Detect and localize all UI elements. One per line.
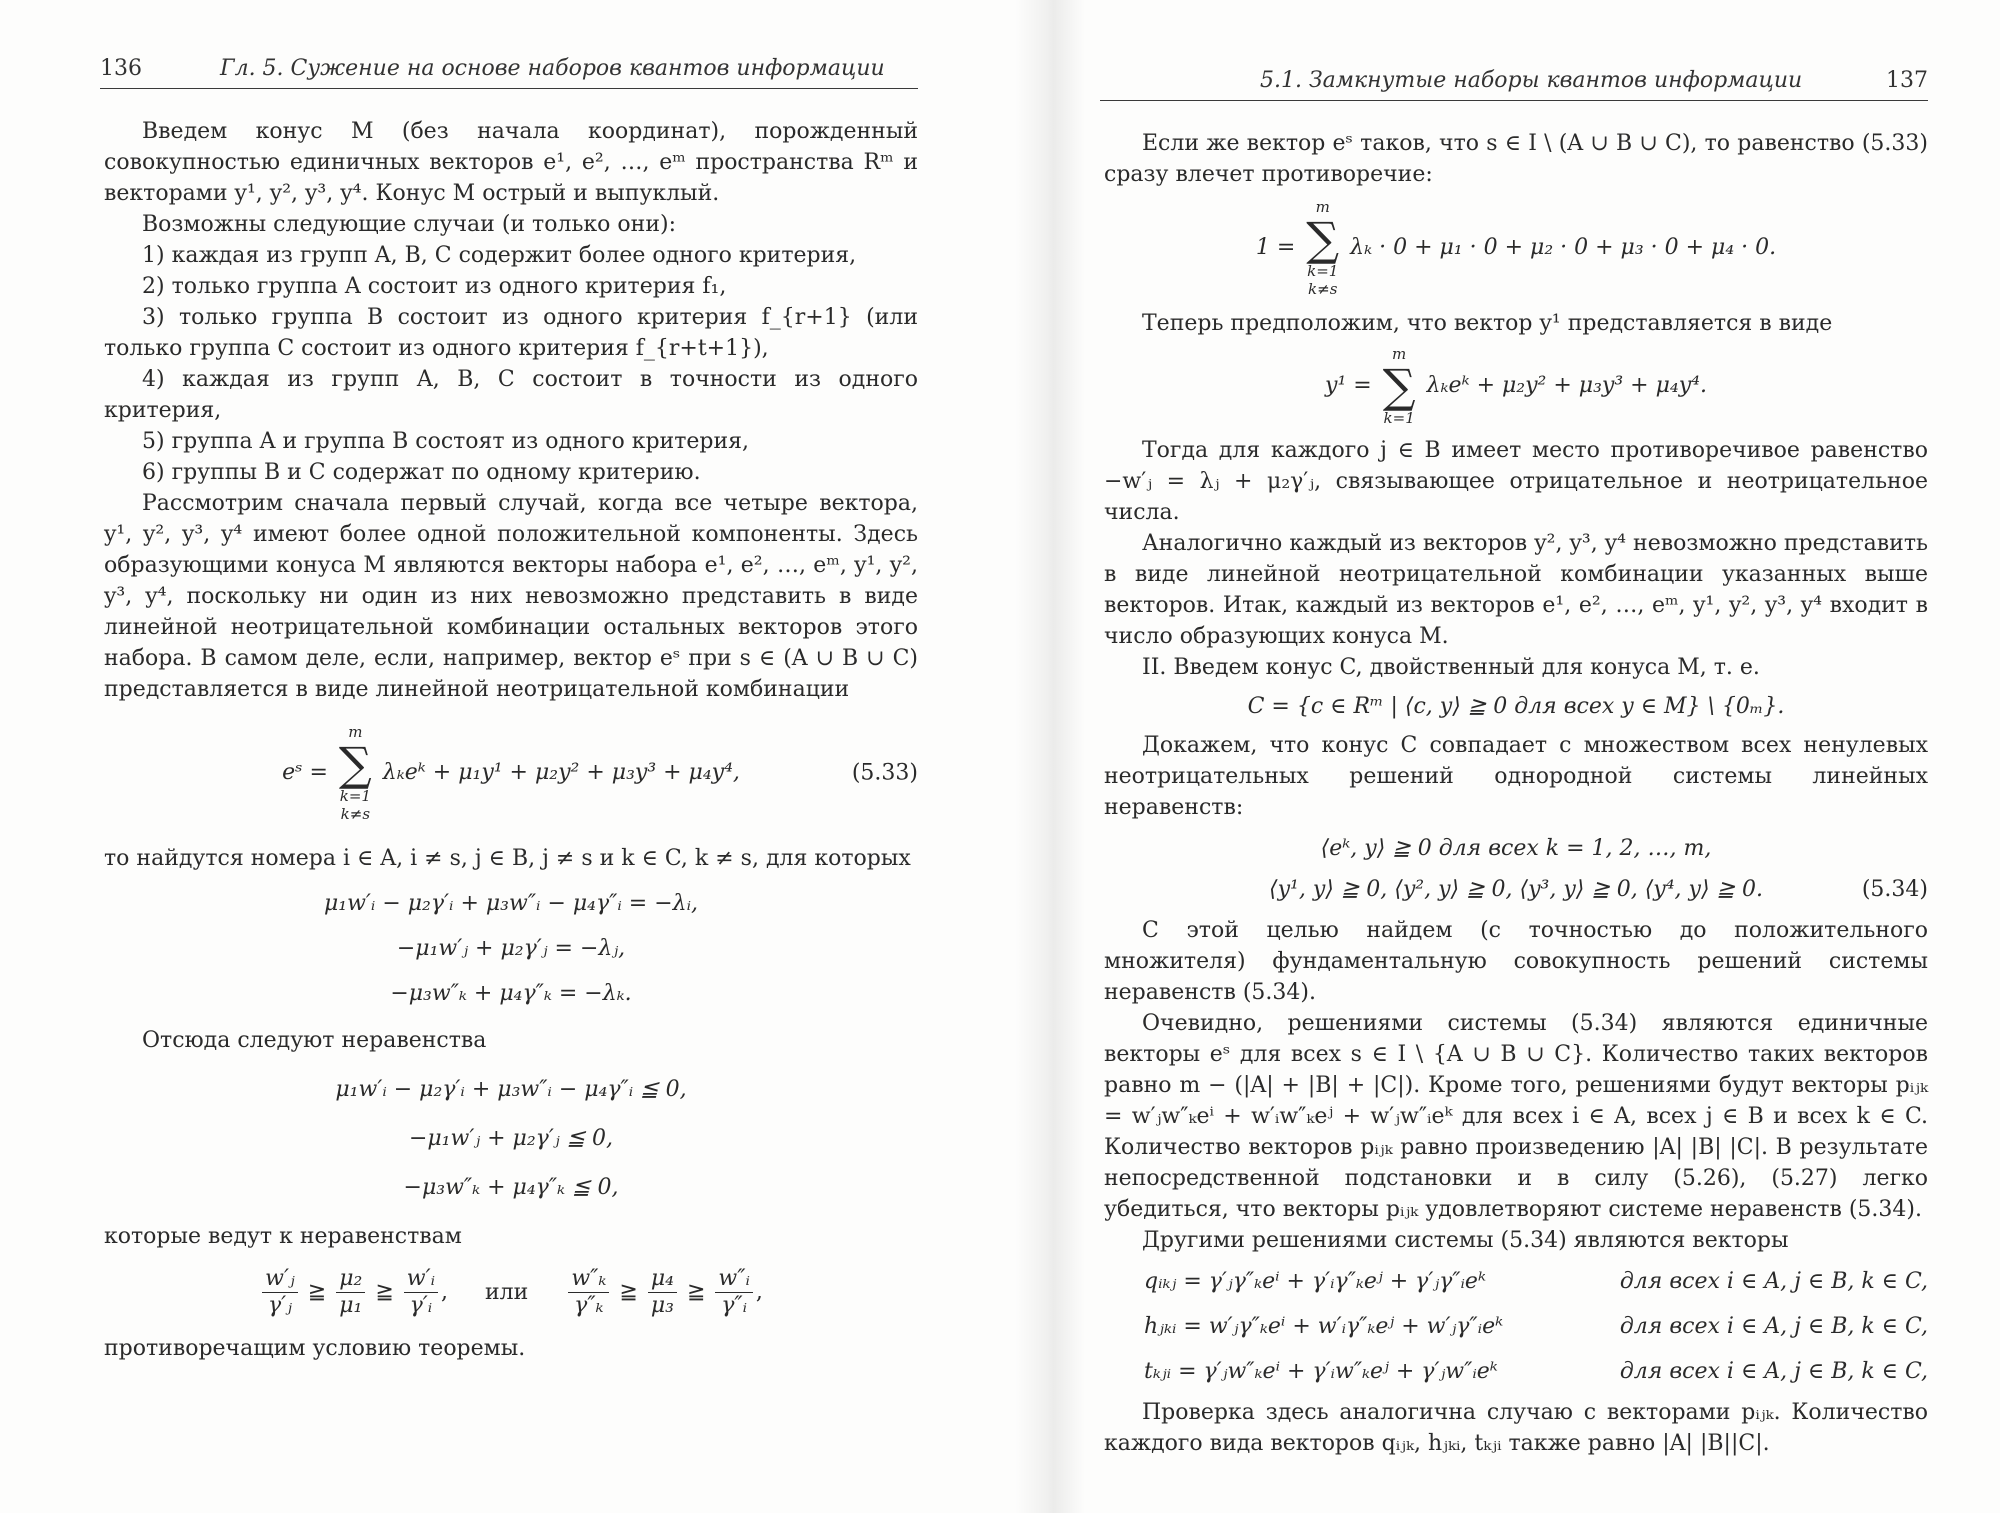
sigma-symbol: ∑ [338, 737, 372, 791]
equation-number: (5.33) [851, 760, 918, 786]
vector-formula: qᵢₖⱼ = γ′ⱼγ″ₖeⁱ + γ′ᵢγ″ₖeʲ + γ′ⱼγ″ᵢeᵏ [1144, 1269, 1486, 1294]
denominator: γ″ₖ [574, 1293, 604, 1318]
case-item: 4) каждая из групп A, B, C состоит в точности из одного критерия, [104, 367, 918, 423]
fraction [568, 1266, 609, 1319]
fraction [715, 1266, 752, 1319]
sum-lower-limit: k=1 [1307, 262, 1339, 280]
eq-rhs: λₖeᵏ + μ₂y² + μ₃y³ + μ₄y⁴. [1426, 373, 1707, 398]
vector-condition: для всех i ∈ A, j ∈ B, k ∈ C, [1619, 1359, 1928, 1384]
denominator: μ₁ [339, 1293, 363, 1318]
equation-y1 [1104, 345, 1928, 427]
system-line: −μ₃w″ₖ + μ₄γ″ₖ = −λₖ. [390, 981, 632, 1006]
paragraph: Введем конус M (без начала координат), порожденный совокупностью единичных векторов e¹, e², …, eᵐ пространства Rᵐ и векторами y¹, y², y³, y⁴. Конус M острый и выпуклый. [104, 119, 918, 206]
summation-sign [339, 723, 372, 823]
sum-upper-limit: m [1392, 345, 1407, 363]
numerator: μ₄ [648, 1266, 677, 1293]
geq-sign: ≧ [686, 1279, 706, 1305]
eq-rhs: λₖ · 0 + μ₁ · 0 + μ₂ · 0 + μ₃ · 0 + μ₄ · 0. [1350, 235, 1777, 260]
case-item: 3) только группа B состоит из одного критерия f_{r+1} (или только группа C состоит из одного критерия f_{r+t+1}), [104, 305, 918, 361]
paragraph: которые ведут к неравенствам [104, 1224, 462, 1249]
numerator: w′ᵢ [404, 1266, 438, 1293]
paragraph: то найдутся номера i ∈ A, i ≠ s, j ∈ B, j ≠ s и k ∈ C, k ≠ s, для которых [104, 846, 911, 871]
paragraph: Теперь предположим, что вектор y¹ представляется в виде [1142, 311, 1833, 336]
paragraph: Докажем, что конус C совпадает с множеством всех ненулевых неотрицательных решений однородной системы линейных неравенств: [1104, 733, 1928, 820]
paragraph: Если же вектор eˢ таков, что s ∈ I \ (A ∪ B ∪ C), то равенство (5.33) сразу влечет противоречие: [1104, 131, 1928, 187]
sum-upper-limit: m [348, 723, 363, 741]
fraction [262, 1266, 298, 1319]
eq-rhs: λₖeᵏ + μ₁y¹ + μ₂y² + μ₃y³ + μ₄y⁴, [382, 760, 740, 785]
vector-condition: для всех i ∈ A, j ∈ B, k ∈ C, [1619, 1269, 1928, 1294]
or-word: или [485, 1279, 529, 1305]
left-page-body [104, 116, 918, 1364]
page-number-right: 137 [1886, 68, 1928, 93]
system-line: ⟨y¹, y⟩ ≧ 0, ⟨y², y⟩ ≧ 0, ⟨y³, y⟩ ≧ 0, ⟨y⁴, y⟩ ≧ 0. [1269, 877, 1763, 902]
system-line: ⟨eᵏ, y⟩ ≧ 0 для всех k = 1, 2, …, m, [1320, 836, 1712, 861]
paragraph: Проверка здесь аналогична случаю с векторами pᵢⱼₖ. Количество каждого вида векторов qᵢⱼₖ, hⱼₖᵢ, tₖⱼᵢ также равно |A| |B||C|. [1104, 1400, 1928, 1456]
geq-sign: ≧ [307, 1279, 327, 1305]
case-item: 5) группа A и группа B состоят из одного критерия, [142, 429, 750, 454]
eq-lhs: y¹ = [1325, 373, 1372, 398]
fraction [648, 1266, 677, 1319]
sigma-symbol: ∑ [1382, 359, 1416, 413]
system-line: −μ₃w″ₖ + μ₄γ″ₖ ≦ 0, [403, 1175, 619, 1200]
summation-sign [1306, 198, 1339, 298]
paragraph: Рассмотрим сначала первый случай, когда все четыре вектора, y¹, y², y³, y⁴ имеют более одной положительной компоненты. Здесь образующими конуса M являются векторы набора e¹, e², …, eᵐ, y¹, y², y³, y⁴, поскольку ни один из них невозможно представить в виде линейной неотрицательной комбинации остальных векторов этого набора. В самом деле, если, например, вектор eˢ при s ∈ (A ∪ B ∪ C) представляется в виде линейной неотрицательной комбинации [104, 491, 918, 702]
sum-condition: k≠s [1308, 280, 1338, 298]
running-head-left [100, 48, 918, 89]
summation-sign [1383, 345, 1416, 427]
paragraph: С этой целью найдем (с точностью до положительного множителя) фундаментальную совокупность решений системы неравенств (5.34). [1104, 918, 1928, 1005]
numerator: w″ₖ [568, 1266, 609, 1293]
equation-5-33 [104, 723, 918, 823]
system-line: μ₁w′ᵢ − μ₂γ′ᵢ + μ₃w″ᵢ − μ₄γ″ᵢ ≦ 0, [335, 1077, 687, 1102]
vector-formula: tₖⱼᵢ = γ′ⱼw″ₖeⁱ + γ′ᵢw″ₖeʲ + γ′ⱼw″ᵢeᵏ [1144, 1359, 1498, 1384]
page-number-left: 136 [100, 56, 142, 81]
equation-system-5-34 [1104, 833, 1928, 905]
denominator: μ₃ [650, 1293, 674, 1318]
denominator: γ′ᵢ [409, 1293, 433, 1318]
system-line: μ₁w′ᵢ − μ₂γ′ᵢ + μ₃w″ᵢ − μ₄γ″ᵢ = −λᵢ, [323, 891, 699, 916]
vector-definition-row [1144, 1356, 1928, 1387]
vector-definition-row [1144, 1311, 1928, 1342]
numerator: w″ᵢ [715, 1266, 752, 1293]
eq-lhs: 1 = [1255, 235, 1296, 260]
sum-lower-limit: k=1 [1383, 409, 1415, 427]
vector-condition: для всех i ∈ A, j ∈ B, k ∈ C, [1619, 1314, 1928, 1339]
vector-definition-row [1144, 1266, 1928, 1297]
numerator: w′ⱼ [262, 1266, 298, 1293]
numerator: μ₂ [336, 1266, 365, 1293]
paragraph: противоречащим условию теоремы. [104, 1336, 526, 1361]
system-line: −μ₁w′ⱼ + μ₂γ′ⱼ ≦ 0, [408, 1126, 614, 1151]
inequality-system [104, 1074, 918, 1203]
case-item: 6) группы B и C содержат по одному критерию. [142, 460, 701, 485]
geq-sign: ≧ [619, 1279, 638, 1305]
equation-system-1 [104, 888, 918, 1009]
running-head-right [1100, 60, 1928, 101]
paragraph: Возможны следующие случаи (и только они): [142, 212, 676, 237]
paragraph: II. Введем конус C, двойственный для конуса M, т. е. [1142, 655, 1760, 680]
geq-sign: ≧ [375, 1279, 394, 1305]
vector-definitions [1104, 1266, 1928, 1387]
paragraph: Очевидно, решениями системы (5.34) являются единичные векторы eˢ для всех s ∈ I \ {A ∪ B ∪ C}. Количество таких векторов равно m − (|A| + |B| + |C|). Кроме того, решениями будут векторы pᵢⱼₖ = w′ⱼw″ₖeⁱ + w′ᵢw″ₖeʲ + w′ⱼw″ᵢeᵏ для всех i ∈ A, всех j ∈ B и всех k ∈ C. Количество векторов pᵢⱼₖ равно произведению |A| |B| |C|. В результате непосредственной подстановки и в силу (5.26), (5.27) легко убедиться, что векторы pᵢⱼₖ удовлетворяют системе неравенств (5.34). [1104, 1011, 1928, 1222]
equation-number: (5.34) [1861, 877, 1928, 902]
equation-dual-cone: C = {c ∈ Rᵐ | ⟨c, y⟩ ≧ 0 для всех y ∈ M} \ {0ₘ}. [1247, 694, 1785, 719]
system-line: −μ₁w′ⱼ + μ₂γ′ⱼ = −λⱼ, [396, 936, 626, 961]
running-head-title-right: 5.1. Замкнутые наборы квантов информации [1260, 68, 1803, 93]
equation-contradiction [1104, 198, 1928, 298]
right-page [1010, 0, 2000, 1513]
fraction-inequalities: $\frac{\text{w′ⱼ}}{\text{γ′ⱼ}}$ ≧ $\frac{\text{μ₂}}{\text{μ₁}}$ ≧ $\frac{\text{w′ᵢ}}{\text{γ′ᵢ}}$ , или $\frac{\text{w″ₖ}}{\text{γ″ₖ}}$ ≧ $\frac{\text{μ₄}}{\text{μ₃}}$ ≧ $\frac{\text{w″ᵢ}}{\text{γ″ᵢ}}$ , [104, 1266, 918, 1319]
fraction [336, 1266, 365, 1319]
paragraph: Аналогично каждый из векторов y², y³, y⁴ невозможно представить в виде линейной неотрицательной комбинации указанных выше векторов. Итак, каждый из векторов e¹, e², …, eᵐ, y¹, y², y³, y⁴ входит в число образующих конуса M. [1104, 531, 1928, 649]
vector-formula: hⱼₖᵢ = w′ⱼγ″ₖeⁱ + w′ᵢγ″ₖeʲ + w′ⱼγ″ᵢeᵏ [1144, 1314, 1504, 1339]
eq-lhs: eˢ = [282, 760, 328, 785]
case-item: 1) каждая из групп A, B, C содержит более одного критерия, [142, 243, 857, 268]
sigma-symbol: ∑ [1306, 212, 1340, 266]
sum-lower-limit: k=1 [339, 787, 371, 805]
fraction [404, 1266, 438, 1319]
paragraph: Тогда для каждого j ∈ B имеет место противоречивое равенство −w′ⱼ = λⱼ + μ₂γ′ⱼ, связывающее отрицательное и неотрицательное числа. [1104, 438, 1928, 525]
paragraph: Отсюда следуют неравенства [142, 1028, 487, 1053]
denominator: γ″ᵢ [721, 1293, 748, 1318]
case-item: 2) только группа A состоит из одного критерия f₁, [142, 274, 727, 299]
paragraph: Другими решениями системы (5.34) являются векторы [1142, 1228, 1789, 1253]
sum-condition: k≠s [340, 805, 371, 823]
denominator: γ′ⱼ [267, 1293, 292, 1318]
sum-upper-limit: m [1315, 198, 1330, 216]
right-page-body [1104, 128, 1928, 1459]
running-head-title-left: Гл. 5. Сужение на основе наборов квантов информации [220, 56, 885, 81]
